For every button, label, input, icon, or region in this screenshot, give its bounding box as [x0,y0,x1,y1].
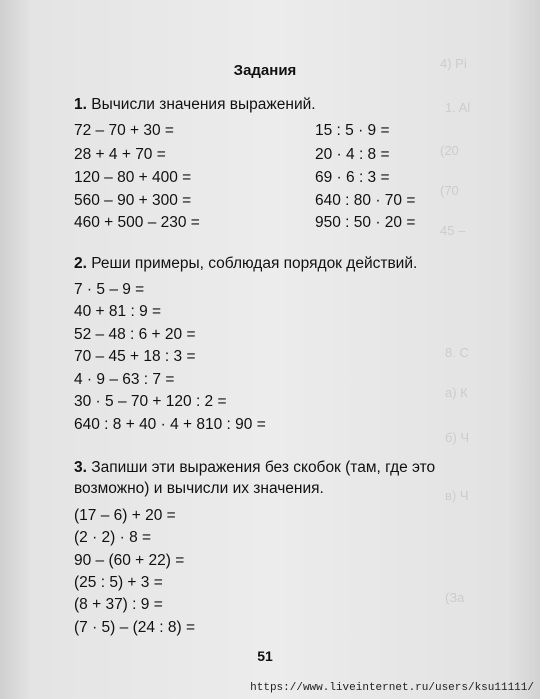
task2-expr: 40 + 81 : 9 = [74,303,162,320]
task1-expr-right: 950 : 50 · 20 = [315,214,416,231]
task1-text: Вычисли значения выражений. [91,96,316,113]
bleed-through: 45 – [440,223,466,238]
task3-expr: (25 : 5) + 3 = [74,574,163,591]
bleed-through: (За [445,590,465,605]
task2-expr: 52 – 48 : 6 + 20 = [74,326,196,343]
task1-expr-right: 69 · 6 : 3 = [315,169,390,186]
task2-number: 2. [74,255,87,272]
task3-heading [74,458,514,478]
bleed-through: а) К [445,385,468,400]
bleed-through: в) Ч [445,488,469,503]
task3-expr: (8 + 37) : 9 = [74,596,163,613]
task3-text-line2: возможно) и вычисли их значения. [74,480,324,497]
section-title: Задания [233,62,297,79]
task2-expr: 7 · 5 – 9 = [74,281,145,298]
bleed-through: (20 [440,143,459,158]
task2-heading [74,254,494,274]
bleed-through: 1. Al [445,100,471,115]
task1-expr-left: 120 – 80 + 400 = [74,169,192,186]
task1-heading [74,95,494,115]
task2-text: Реши примеры, соблюдая порядок действий. [91,255,418,272]
task1-expr-left: 72 – 70 + 30 = [74,122,174,139]
source-url: https://www.liveinternet.ru/users/ksu11111/ [250,682,534,694]
bleed-through: 4) Pi [440,56,467,71]
page-number: 51 [257,648,273,664]
bleed-through: 8. C [445,345,469,360]
task3-number: 3. [74,459,87,476]
bleed-through: (70 [440,183,459,198]
task3-text-line1: Запиши эти выражения без скобок (там, где это [91,459,436,476]
task1-expr-left: 28 + 4 + 70 = [74,146,166,163]
task1-expr-right: 640 : 80 · 70 = [315,192,416,209]
task3-expr: (17 – 6) + 20 = [74,507,176,524]
task2-expr: 70 – 45 + 18 : 3 = [74,348,196,365]
task1-number: 1. [74,96,87,113]
task1-expr-right: 20 · 4 : 8 = [315,146,390,163]
task1-expr-left: 560 – 90 + 300 = [74,192,192,209]
task2-expr: 4 · 9 – 63 : 7 = [74,371,175,388]
task3-expr: (2 · 2) · 8 = [74,529,152,546]
task3-expr: (7 · 5) – (24 : 8) = [74,619,196,636]
task2-expr: 640 : 8 + 40 · 4 + 810 : 90 = [74,416,266,433]
task1-expr-right: 15 : 5 · 9 = [315,122,390,139]
bleed-through: б) Ч [445,430,470,445]
task3-expr: 90 – (60 + 22) = [74,552,185,569]
task1-expr-left: 460 + 500 – 230 = [74,214,200,231]
task2-expr: 30 · 5 – 70 + 120 : 2 = [74,393,227,410]
